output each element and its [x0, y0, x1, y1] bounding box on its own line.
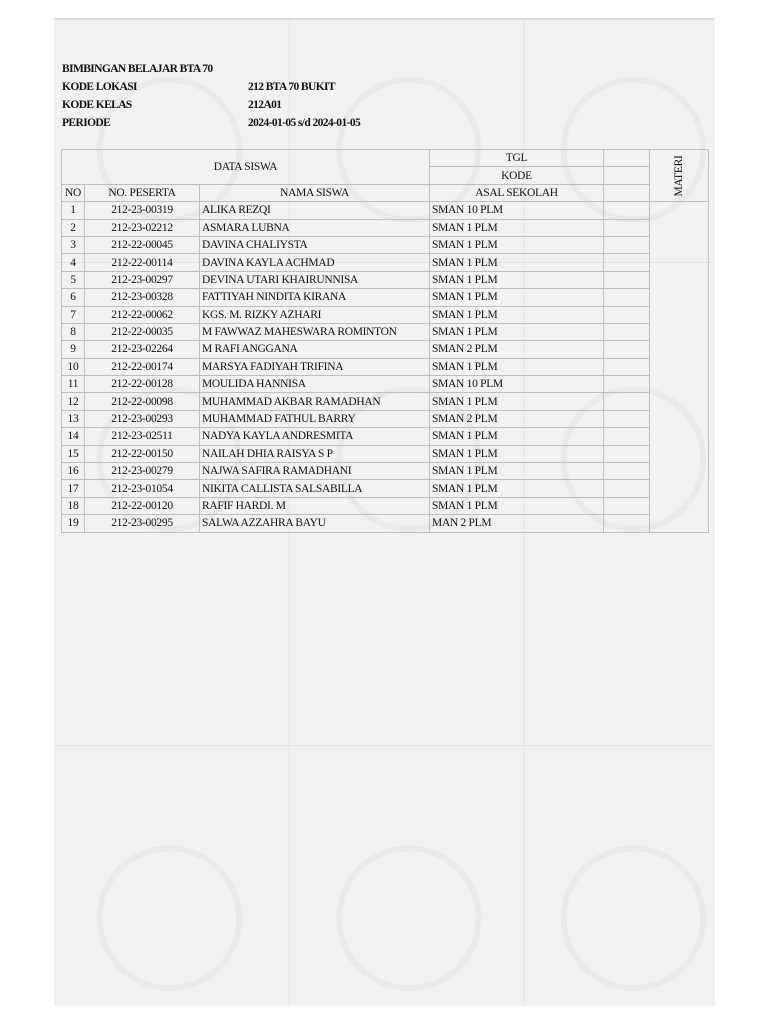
row-number-cell: 9	[62, 341, 85, 358]
blank-cell	[604, 306, 650, 323]
asal-sekolah-cell: SMAN 1 PLM	[430, 254, 604, 271]
blank-cell	[604, 445, 650, 462]
row-number-cell: 18	[62, 497, 85, 514]
table-row	[62, 445, 709, 462]
blank-cell	[604, 376, 650, 393]
row-number-cell: 15	[62, 445, 85, 462]
blank-cell	[604, 393, 650, 410]
no-peserta-cell: 212-22-00035	[85, 323, 200, 340]
row-number-cell: 7	[62, 306, 85, 323]
kode-header: KODE	[430, 167, 604, 184]
table-row	[62, 236, 709, 253]
row-number-cell: 4	[62, 254, 85, 271]
no-peserta-cell: 212-23-02264	[85, 341, 200, 358]
row-number-cell: 6	[62, 289, 85, 306]
student-roster-table	[61, 149, 709, 533]
blank-cell	[604, 515, 650, 532]
row-number-cell: 13	[62, 410, 85, 427]
no-peserta-cell: 212-22-00174	[85, 358, 200, 375]
no-peserta-cell: 212-23-00297	[85, 271, 200, 288]
no-peserta-cell: 212-23-02212	[85, 219, 200, 236]
periode-label: PERIODE	[62, 117, 111, 129]
row-number-cell: 14	[62, 428, 85, 445]
table-row	[62, 410, 709, 427]
blank-cell	[604, 271, 650, 288]
table-row	[62, 219, 709, 236]
blank-cell	[604, 341, 650, 358]
column-header-blank	[604, 184, 650, 201]
table-row	[62, 254, 709, 271]
table-row	[62, 289, 709, 306]
table-row	[62, 358, 709, 375]
materi-column-cell	[650, 202, 709, 532]
no-peserta-cell: 212-22-00098	[85, 393, 200, 410]
nama-siswa-cell: MOULIDA HANNISA	[200, 376, 430, 393]
nama-siswa-cell: MARSYA FADIYAH TRIFINA	[200, 358, 430, 375]
blank-cell	[604, 480, 650, 497]
blank-cell	[604, 236, 650, 253]
asal-sekolah-cell: SMAN 1 PLM	[430, 463, 604, 480]
blank-cell	[604, 289, 650, 306]
blank-cell	[604, 463, 650, 480]
nama-siswa-cell: NADYA KAYLA ANDRESMITA	[200, 428, 430, 445]
table-row	[62, 323, 709, 340]
row-number-cell: 19	[62, 515, 85, 532]
asal-sekolah-cell: SMAN 1 PLM	[430, 393, 604, 410]
asal-sekolah-cell: SMAN 1 PLM	[430, 497, 604, 514]
nama-siswa-cell: SALWA AZZAHRA BAYU	[200, 515, 430, 532]
asal-sekolah-cell: SMAN 1 PLM	[430, 323, 604, 340]
asal-sekolah-cell: SMAN 1 PLM	[430, 289, 604, 306]
row-number-cell: 12	[62, 393, 85, 410]
no-peserta-cell: 212-23-00319	[85, 202, 200, 219]
table-header-row	[62, 150, 709, 167]
column-header-asal-sekolah: ASAL SEKOLAH	[430, 184, 604, 201]
nama-siswa-cell: NIKITA CALLISTA SALSABILLA	[200, 480, 430, 497]
materi-label: MATERI	[673, 155, 686, 197]
nama-siswa-cell: MUHAMMAD AKBAR RAMADHAN	[200, 393, 430, 410]
nama-siswa-cell: ASMARA LUBNA	[200, 219, 430, 236]
table-row	[62, 428, 709, 445]
row-number-cell: 11	[62, 376, 85, 393]
kode-kelas-value: 212A01	[248, 99, 282, 111]
nama-siswa-cell: DAVINA KAYLA ACHMAD	[200, 254, 430, 271]
asal-sekolah-cell: SMAN 1 PLM	[430, 445, 604, 462]
no-peserta-cell: 212-23-00295	[85, 515, 200, 532]
no-peserta-cell: 212-22-00128	[85, 376, 200, 393]
asal-sekolah-cell: SMAN 1 PLM	[430, 358, 604, 375]
row-number-cell: 5	[62, 271, 85, 288]
blank-cell	[604, 410, 650, 427]
nama-siswa-cell: NAJWA SAFIRA RAMADHANI	[200, 463, 430, 480]
table-row	[62, 497, 709, 514]
tgl-header: TGL	[430, 150, 604, 167]
table-row	[62, 202, 709, 219]
table-row	[62, 480, 709, 497]
materi-header	[650, 150, 709, 202]
table-row	[62, 306, 709, 323]
no-peserta-cell: 212-22-00062	[85, 306, 200, 323]
asal-sekolah-cell: SMAN 10 PLM	[430, 202, 604, 219]
no-peserta-cell: 212-22-00114	[85, 254, 200, 271]
no-peserta-cell: 212-22-00120	[85, 497, 200, 514]
nama-siswa-cell: NAILAH DHIA RAISYA S P	[200, 445, 430, 462]
row-number-cell: 3	[62, 236, 85, 253]
kode-lokasi-value: 212 BTA 70 BUKIT	[248, 81, 335, 93]
nama-siswa-cell: ALIKA REZQI	[200, 202, 430, 219]
no-peserta-cell: 212-23-02511	[85, 428, 200, 445]
no-peserta-cell: 212-22-00045	[85, 236, 200, 253]
roster-body	[62, 202, 709, 532]
document-title: BIMBINGAN BELAJAR BTA 70	[62, 63, 213, 75]
table-row	[62, 376, 709, 393]
kode-lokasi-label: KODE LOKASI	[62, 81, 137, 93]
nama-siswa-cell: DAVINA CHALIYSTA	[200, 236, 430, 253]
asal-sekolah-cell: SMAN 2 PLM	[430, 410, 604, 427]
asal-sekolah-cell: SMAN 10 PLM	[430, 376, 604, 393]
table-row	[62, 271, 709, 288]
tgl-cell	[604, 150, 650, 167]
nama-siswa-cell: M RAFI ANGGANA	[200, 341, 430, 358]
no-peserta-cell: 212-23-00279	[85, 463, 200, 480]
table-column-header-row	[62, 184, 709, 201]
asal-sekolah-cell: SMAN 1 PLM	[430, 271, 604, 288]
column-header-no: NO	[62, 184, 85, 201]
blank-cell	[604, 202, 650, 219]
table-row	[62, 515, 709, 532]
nama-siswa-cell: RAFIF HARDI. M	[200, 497, 430, 514]
blank-cell	[604, 254, 650, 271]
row-number-cell: 2	[62, 219, 85, 236]
asal-sekolah-cell: SMAN 1 PLM	[430, 219, 604, 236]
kode-kelas-label: KODE KELAS	[62, 99, 132, 111]
periode-value: 2024-01-05 s/d 2024-01-05	[248, 117, 361, 129]
asal-sekolah-cell: SMAN 1 PLM	[430, 236, 604, 253]
asal-sekolah-cell: SMAN 1 PLM	[430, 480, 604, 497]
row-number-cell: 1	[62, 202, 85, 219]
blank-cell	[604, 219, 650, 236]
data-siswa-header: DATA SISWA	[62, 150, 430, 185]
asal-sekolah-cell: SMAN 1 PLM	[430, 428, 604, 445]
table-row	[62, 341, 709, 358]
asal-sekolah-cell: SMAN 2 PLM	[430, 341, 604, 358]
nama-siswa-cell: DEVINA UTARI KHAIRUNNISA	[200, 271, 430, 288]
row-number-cell: 16	[62, 463, 85, 480]
no-peserta-cell: 212-23-01054	[85, 480, 200, 497]
column-header-no-peserta: NO. PESERTA	[85, 184, 200, 201]
table-row	[62, 463, 709, 480]
no-peserta-cell: 212-23-00328	[85, 289, 200, 306]
nama-siswa-cell: MUHAMMAD FATHUL BARRY	[200, 410, 430, 427]
row-number-cell: 17	[62, 480, 85, 497]
blank-cell	[604, 323, 650, 340]
no-peserta-cell: 212-23-00293	[85, 410, 200, 427]
blank-cell	[604, 428, 650, 445]
nama-siswa-cell: M FAWWAZ MAHESWARA ROMINTON	[200, 323, 430, 340]
no-peserta-cell: 212-22-00150	[85, 445, 200, 462]
asal-sekolah-cell: SMAN 1 PLM	[430, 306, 604, 323]
asal-sekolah-cell: MAN 2 PLM	[430, 515, 604, 532]
blank-cell	[604, 358, 650, 375]
blank-cell	[604, 497, 650, 514]
column-header-nama-siswa: NAMA SISWA	[200, 184, 430, 201]
nama-siswa-cell: FATTIYAH NINDITA KIRANA	[200, 289, 430, 306]
row-number-cell: 8	[62, 323, 85, 340]
nama-siswa-cell: KGS. M. RIZKY AZHARI	[200, 306, 430, 323]
table-row	[62, 393, 709, 410]
document-page	[54, 18, 715, 1006]
kode-cell	[604, 167, 650, 184]
row-number-cell: 10	[62, 358, 85, 375]
